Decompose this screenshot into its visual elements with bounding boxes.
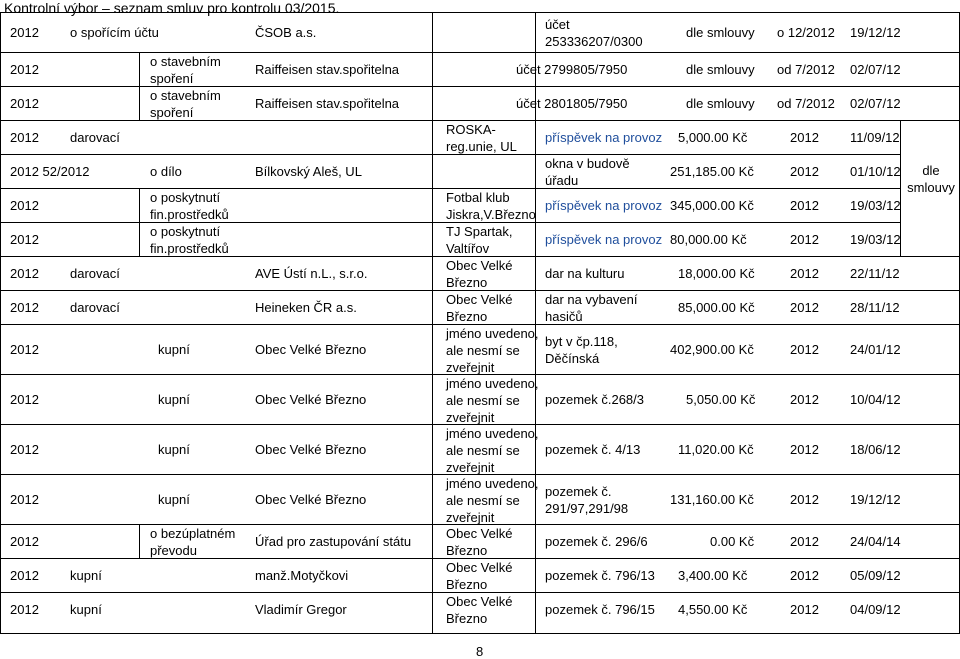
row-party: Vladimír Gregor: [255, 602, 347, 617]
row-period: 2012: [790, 492, 819, 507]
row-date: 19/03/12: [850, 198, 901, 213]
row-amount: 18,000.00 Kč: [678, 266, 755, 281]
row-date: 04/09/12: [850, 602, 901, 617]
row-period: 2012: [790, 164, 819, 179]
row-party-secondary: jméno uvedeno, ale nesmí se zveřejnit: [446, 426, 539, 475]
row-subject: příspěvek na provoz: [545, 198, 663, 213]
row-date: 19/03/12: [850, 232, 901, 247]
row-contract-type: o stavebním spoření: [150, 88, 221, 120]
row-year: 2012: [10, 534, 39, 549]
row-date: 22/11/12: [850, 266, 900, 281]
row-amount: 11,020.00 Kč: [678, 442, 754, 457]
row-year: 2012: [10, 300, 39, 315]
row-date: 24/01/12: [850, 342, 901, 357]
row-period: 2012: [790, 232, 819, 247]
row-contract-type: o poskytnutí fin.prostředků: [150, 190, 229, 222]
row-amount: 131,160.00 Kč: [670, 492, 754, 507]
row-year: 2012: [10, 25, 39, 40]
row-subject: účet 2801805/7950: [516, 96, 628, 111]
row-party-secondary: Obec Velké Březno: [446, 560, 513, 592]
row-period: 2012: [790, 442, 819, 457]
row-date: 19/12/12: [850, 492, 901, 507]
row-period: 2012: [790, 130, 819, 145]
row-party: Obec Velké Březno: [255, 442, 367, 457]
row-year: 2012: [10, 602, 39, 617]
row-date: 19/12/12: [850, 25, 901, 40]
row-party-secondary: Obec Velké Březno: [446, 292, 513, 324]
row-party: Úřad pro zastupování státu: [255, 534, 412, 549]
row-date: 02/07/12: [850, 96, 901, 111]
row-period: od 7/2012: [777, 62, 835, 77]
row-party: Obec Velké Březno: [255, 392, 367, 407]
row-year: 2012: [10, 442, 39, 457]
row-party-secondary: jméno uvedeno, ale nesmí se zveřejnit: [446, 476, 539, 525]
row-year: 2012: [10, 62, 39, 77]
row-party-secondary: Obec Velké Březno: [446, 594, 513, 626]
row-year: 2012: [10, 130, 39, 145]
row-year: 2012: [10, 198, 39, 213]
page-title: Kontrolní výbor – seznam smluv pro kontrolu 03/2015.: [4, 0, 340, 16]
row-amount: 5,050.00 Kč: [686, 392, 756, 407]
row-contract-type: kupní: [158, 392, 190, 407]
row-amount: dle smlouvy: [686, 25, 755, 40]
row-subject: pozemek č.268/3: [545, 392, 645, 407]
row-party: Obec Velké Březno: [255, 342, 367, 357]
row-party-secondary: Fotbal klub Jiskra,V.Březno: [446, 190, 536, 222]
row-amount: dle smlouvy: [686, 96, 755, 111]
row-subject: dar na kulturu: [545, 266, 625, 281]
row-amount: 85,000.00 Kč: [678, 300, 755, 315]
row-date: 10/04/12: [850, 392, 901, 407]
row-party-secondary: jméno uvedeno, ale nesmí se zveřejnit: [446, 326, 539, 375]
row-date: 01/10/12: [850, 164, 901, 179]
row-year: 2012: [10, 342, 39, 357]
row-amount: 3,400.00 Kč: [678, 568, 748, 583]
row-subject: příspěvek na provoz: [545, 232, 663, 247]
row-contract-type: kupní: [70, 602, 102, 617]
row-period: 2012: [790, 534, 819, 549]
row-amount: 80,000.00 Kč: [670, 232, 747, 247]
row-contract-type: kupní: [158, 342, 190, 357]
row-party-secondary: ROSKA-reg.unie, UL: [446, 122, 517, 154]
row-subject: účet 2799805/7950: [516, 62, 628, 77]
row-contract-type: darovací: [70, 266, 120, 281]
row-contract-type: o stavebním spoření: [150, 54, 221, 86]
row-amount: 251,185.00 Kč: [670, 164, 754, 179]
row-party-secondary: Obec Velké Březno: [446, 258, 513, 290]
row-amount: 0.00 Kč: [710, 534, 755, 549]
row-year: 2012: [10, 392, 39, 407]
row-period: o 12/2012: [777, 25, 835, 40]
row-party: Raiffeisen stav.spořitelna: [255, 96, 400, 111]
row-date: 05/09/12: [850, 568, 901, 583]
row-subject: pozemek č. 796/15: [545, 602, 655, 617]
row-subject: příspěvek na provoz: [545, 130, 663, 145]
contracts-table: [0, 12, 960, 634]
row-period: od 7/2012: [777, 96, 835, 111]
row-party: Bílkovský Aleš, UL: [255, 164, 362, 179]
row-subject: byt v čp.118, Děčínská: [545, 334, 618, 366]
row-party: Obec Velké Březno: [255, 492, 367, 507]
row-date: 24/04/14: [850, 534, 901, 549]
row-period: 2012: [790, 342, 819, 357]
row-period: 2012: [790, 300, 819, 315]
row-year: 2012 52/2012: [10, 164, 90, 179]
row-period: 2012: [790, 198, 819, 213]
row-contract-type: o spořícím účtu: [70, 25, 159, 40]
row-party: ČSOB a.s.: [255, 25, 317, 40]
row-amount: 345,000.00 Kč: [670, 198, 754, 213]
row-period: 2012: [790, 568, 819, 583]
row-party: Heineken ČR a.s.: [255, 300, 357, 315]
row-subject: pozemek č. 4/13: [545, 442, 641, 457]
row-subject: pozemek č. 796/13: [545, 568, 655, 583]
row-amount: dle smlouvy: [686, 62, 755, 77]
row-date: 11/09/12: [850, 130, 900, 145]
row-party: manž.Motyčkovi: [255, 568, 349, 583]
row-date: 02/07/12: [850, 62, 901, 77]
row-year: 2012: [10, 96, 39, 111]
row-date: 28/11/12: [850, 300, 900, 315]
row-subject: okna v budově úřadu: [545, 156, 630, 188]
row-contract-type: o bezúplatném převodu: [150, 526, 236, 558]
row-year: 2012: [10, 568, 39, 583]
row-contract-type: o poskytnutí fin.prostředků: [150, 224, 229, 256]
row-party-secondary: TJ Spartak, Valtířov: [446, 224, 513, 256]
row-subject: dar na vybavení hasičů: [545, 292, 638, 324]
row-amount: 402,900.00 Kč: [670, 342, 754, 357]
row-date: 18/06/12: [850, 442, 901, 457]
row-contract-type: darovací: [70, 300, 120, 315]
row-amount: 5,000.00 Kč: [678, 130, 748, 145]
row-contract-type: o dílo: [150, 164, 182, 179]
row-year: 2012: [10, 232, 39, 247]
row-contract-type: darovací: [70, 130, 120, 145]
row-period: 2012: [790, 266, 819, 281]
row-contract-type: kupní: [158, 442, 190, 457]
page-number: 8: [476, 644, 484, 659]
row-contract-type: kupní: [158, 492, 190, 507]
row-subject: účet 253336207/0300: [545, 17, 643, 49]
row-period: 2012: [790, 392, 819, 407]
row-party: Raiffeisen stav.spořitelna: [255, 62, 400, 77]
row-subject: pozemek č. 291/97,291/98: [545, 484, 629, 516]
row-year: 2012: [10, 266, 39, 281]
row-subject: pozemek č. 296/6: [545, 534, 648, 549]
row-contract-type: kupní: [70, 568, 102, 583]
row-year: 2012: [10, 492, 39, 507]
side-note: dle smlouvy: [907, 163, 955, 195]
row-party-secondary: jméno uvedeno, ale nesmí se zveřejnit: [446, 376, 539, 425]
row-party: AVE Ústí n.L., s.r.o.: [255, 266, 368, 281]
row-party-secondary: Obec Velké Březno: [446, 526, 513, 558]
row-period: 2012: [790, 602, 819, 617]
row-amount: 4,550.00 Kč: [678, 602, 748, 617]
